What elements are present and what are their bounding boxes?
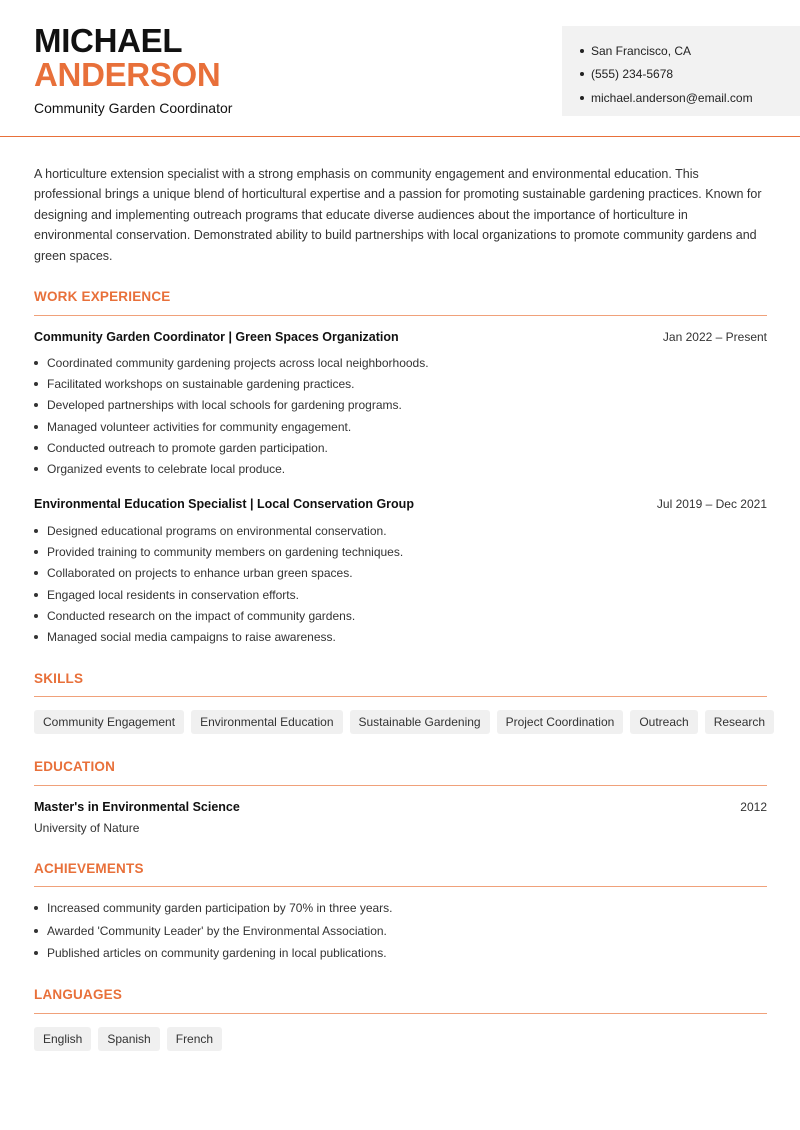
first-name: MICHAEL [34, 22, 183, 59]
bullet-icon [34, 951, 38, 955]
section-title-education: EDUCATION [34, 759, 116, 774]
list-item: Increased community garden participation by 70% in three years. [34, 897, 393, 920]
bullet-icon [34, 550, 38, 554]
bullet-icon [34, 467, 38, 471]
bullet-icon [34, 593, 38, 597]
section-divider [34, 696, 767, 697]
skills-tags [34, 710, 774, 734]
skill-tag: Environmental Education [191, 710, 342, 734]
skill-tag: Community Engagement [34, 710, 184, 734]
list-item: Collaborated on projects to enhance urban green spaces. [34, 563, 403, 584]
section-divider [34, 886, 767, 887]
candidate-name [34, 24, 220, 92]
section-divider [34, 785, 767, 786]
job-title: Community Garden Coordinator [34, 100, 233, 116]
bullet-icon [34, 382, 38, 386]
list-item: Provided training to community members on gardening techniques. [34, 541, 403, 562]
list-item: Conducted research on the impact of community gardens. [34, 605, 403, 626]
section-title-work: WORK EXPERIENCE [34, 289, 171, 304]
list-item: Coordinated community gardening projects across local neighborhoods. [34, 352, 429, 373]
list-item: Engaged local residents in conservation efforts. [34, 584, 403, 605]
list-item: Managed social media campaigns to raise awareness. [34, 626, 403, 647]
bullet-icon [580, 72, 584, 76]
bullet-icon [580, 49, 584, 53]
contact-location: San Francisco, CA [580, 39, 800, 63]
list-item: Conducted outreach to promote garden participation. [34, 437, 429, 458]
bullet-icon [34, 635, 38, 639]
language-tag: English [34, 1027, 91, 1051]
language-tag: French [167, 1027, 222, 1051]
bullet-icon [34, 906, 38, 910]
list-item: Organized events to celebrate local produce. [34, 458, 429, 479]
language-tag: Spanish [98, 1027, 159, 1051]
list-item: Published articles on community gardening in local publications. [34, 942, 393, 965]
bullet-icon [34, 403, 38, 407]
bullet-icon [580, 96, 584, 100]
skill-tag: Sustainable Gardening [350, 710, 490, 734]
education-year: 2012 [740, 800, 767, 814]
language-tags [34, 1027, 222, 1051]
section-title-languages: LANGUAGES [34, 987, 123, 1002]
list-item: Awarded 'Community Leader' by the Environmental Association. [34, 920, 393, 943]
last-name: ANDERSON [34, 56, 221, 93]
job-2-title: Environmental Education Specialist | Local Conservation Group [34, 497, 414, 511]
contact-box [562, 26, 800, 116]
education-degree: Master's in Environmental Science [34, 800, 240, 814]
education-school: University of Nature [34, 821, 140, 835]
list-item: Designed educational programs on environmental conservation. [34, 520, 403, 541]
summary-paragraph: A horticulture extension specialist with a strong emphasis on community engagement and environmental education. This professional brings a unique blend of horticultural expertise and a passion for promoting sustainable gardening practices. Known for designing and implementing outreach programs that educate diverse audiences about the importance of horticulture in environmental conservation. Demonstrated ability to build partnerships with local organizations to promote community gardens and green spaces. [34, 167, 762, 263]
bullet-icon [34, 614, 38, 618]
contact-email: michael.anderson@email.com [580, 86, 800, 110]
skill-tag: Project Coordination [497, 710, 624, 734]
skill-tag: Research [705, 710, 774, 734]
job-1-bullets [34, 352, 429, 480]
job-2-dates: Jul 2019 – Dec 2021 [656, 497, 767, 511]
resume-header [0, 0, 800, 137]
job-1-title: Community Garden Coordinator | Green Spaces Organization [34, 330, 399, 344]
bullet-icon [34, 425, 38, 429]
bullet-icon [34, 529, 38, 533]
bullet-icon [34, 361, 38, 365]
achievements-list [34, 897, 393, 965]
contact-phone: (555) 234-5678 [580, 63, 800, 87]
job-1-dates: Jan 2022 – Present [662, 330, 767, 344]
bullet-icon [34, 446, 38, 450]
section-divider [34, 315, 767, 316]
section-title-achievements: ACHIEVEMENTS [34, 861, 144, 876]
list-item: Developed partnerships with local schools for gardening programs. [34, 395, 429, 416]
list-item: Managed volunteer activities for community engagement. [34, 416, 429, 437]
section-divider [34, 1013, 767, 1014]
list-item: Facilitated workshops on sustainable gardening practices. [34, 373, 429, 394]
section-title-skills: SKILLS [34, 671, 84, 686]
bullet-icon [34, 929, 38, 933]
skill-tag: Outreach [630, 710, 697, 734]
bullet-icon [34, 571, 38, 575]
job-2-bullets [34, 520, 403, 648]
